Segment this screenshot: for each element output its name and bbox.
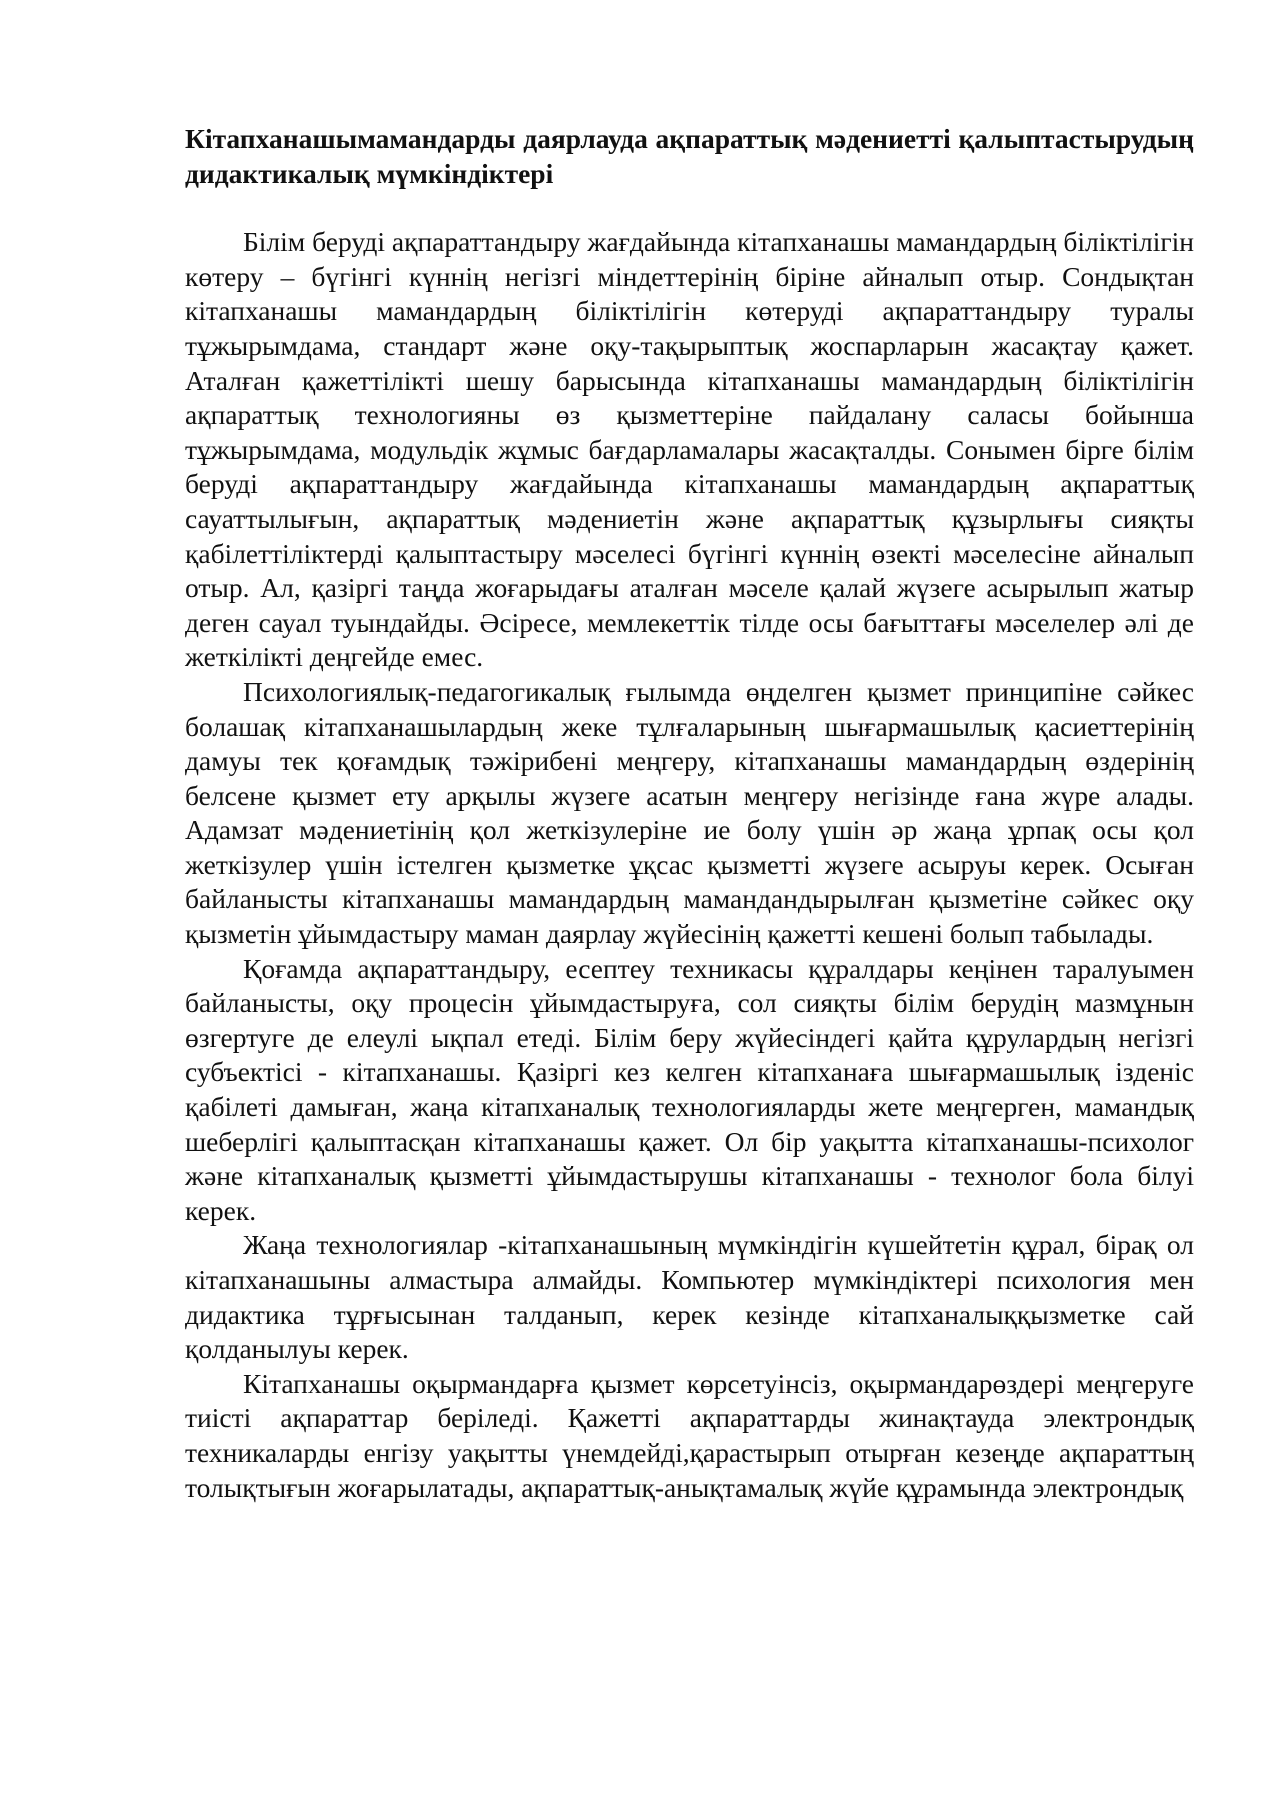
paragraph: Қоғамда ақпараттандыру, есептеу техникасы құралдары кеңінен таралуымен байланысты, оқу процесін ұйымдастыруға, сол сияқты білім берудің мазмұнын өзгертуге де елеулі ықпал етеді. Білім беру жүйесіндегі қайта құрулардың негізгі субъектісі - кітапханашы. Қазіргі кез келген кітапханаға шығармашылық ізденіс қабілеті дамыған, жаңа кітапханалық технологияларды жете меңгерген, мамандық шеберлігі қалыптасқан кітапханашы қажет. Ол бір уақытта кітапханашы-психолог және кітапханалық қызметті ұйымдастырушы кітапханашы - технолог бола білуі керек.: [185, 952, 1194, 1226]
document-title: Кітапханашымамандарды даярлауда ақпараттық мәдениетті қалыптастырудың дидактикалық мүмкіндіктері: [185, 123, 1194, 189]
paragraph: Жаңа технологиялар -кітапханашының мүмкіндігін күшейтетін құрал, бірақ ол кітапханашыны алмастыра алмайды. Компьютер мүмкіндіктері психология мен дидактика тұрғысынан талданып, керек кезінде кітапханалыққызметке сай қолданылуы керек.: [185, 1229, 1194, 1365]
document-page: [185, 122, 1194, 1505]
paragraph: Психологиялық-педагогикалық ғылымда өңделген қызмет принципіне сәйкес болашақ кітапханашылардың жеке тұлғаларының шығармашылық қасиеттерінің дамуы тек қоғамдық тәжірибені меңгеру, кітапханашы мамандардың өздерінің белсене қызмет ету арқылы жүзеге асатын меңгеру негізінде ғана жүре алады. Адамзат мәдениетінің қол жеткізулеріне ие болу үшін әр жаңа ұрпақ осы қол жеткізулер үшін істелген қызметке ұқсас қызметті жүзеге асыруы керек. Осыған байланысты кітапханашы мамандардың мамандандырылған қызметіне сәйкес оқу қызметін ұйымдастыру маман даярлау жүйесінің қажетті кешені болып табылады.: [185, 675, 1194, 950]
paragraph: Кітапханашы оқырмандарға қызмет көрсетуінсіз, оқырмандарөздері меңгеруге тиісті ақпараттар беріледі. Қажетті ақпараттарды жинақтауда электрондық техникаларды енгізу уақытты үнемдейді,қарастырып отырған кезеңде ақпараттың толықтығын жоғарылатады, ақпараттық-анықтамалық жүйе құрамында электрондық: [185, 1367, 1194, 1503]
paragraph: Білім беруді ақпараттандыру жағдайында кітапханашы мамандардың біліктілігін көтеру – бүгінгі күннің негізгі міндеттерінің біріне айналып отыр. Сондықтан кітапханашы мамандардың біліктілігін көтеруді ақпараттандыру туралы тұжырымдама, стандарт және оқу-тақырыптық жоспарларын жасақтау қажет. Аталған қажеттілікті шешу барысында кітапханашы мамандардың біліктілігін ақпараттық технологияны өз қызметтеріне пайдалану саласы бойынша тұжырымдама, модульдік жұмыс бағдарламалары жасақталды. Сонымен бірге білім беруді ақпараттандыру жағдайында кітапханашы мамандардың ақпараттық сауаттылығын, ақпараттық мәдениетін және ақпараттық құзырлығы сияқты қабілеттіліктерді қалыптастыру мәселесі бүгінгі күннің өзекті мәселесіне айналып отыр. Ал, қазіргі таңда жоғарыдағы аталған мәселе қалай жүзеге асырылып жатыр деген сауал туындайды. Әсіресе, мемлекеттік тілде осы бағыттағы мәселелер әлі де жеткілікті деңгейде емес.: [185, 226, 1194, 673]
